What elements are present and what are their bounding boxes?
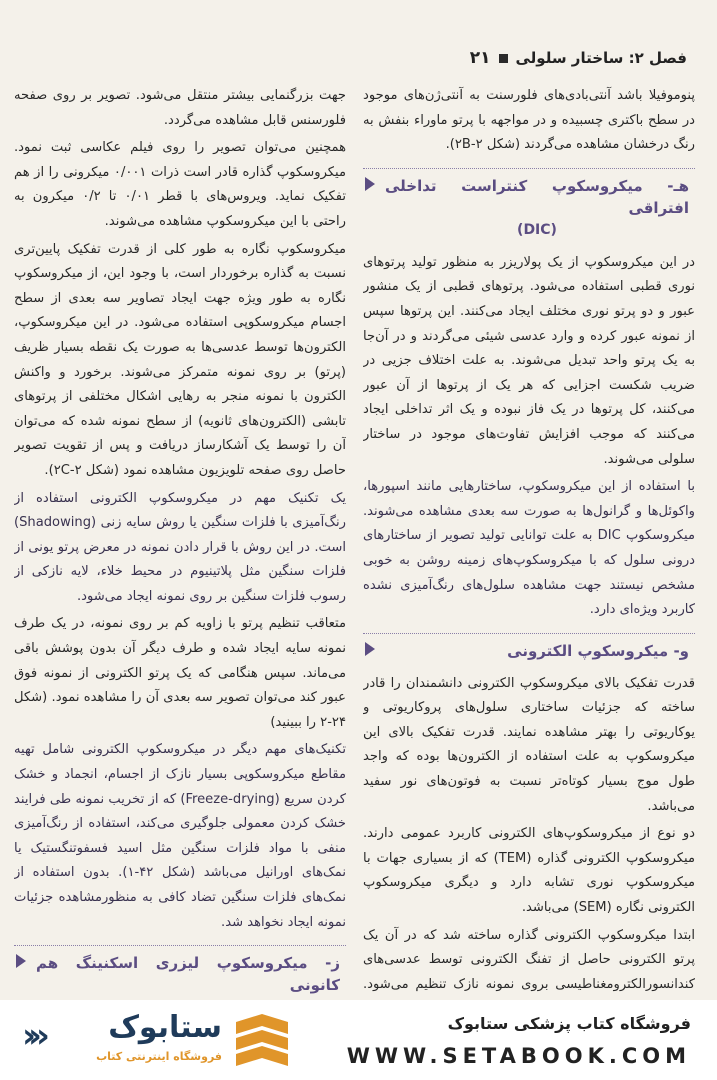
paragraph: یک تکنیک مهم در میکروسکوپ الکترونی استفاده از رنگ‌آمیزی با فلزات سنگین یا روش سایه زنی (Shadowing) است. در این روش با قرار دادن نمونه در معرض پرتو یونی از فلزات سنگین مثل پلاتینیوم در محیط خلاء، لایه نازکی از رسوب فلزات سنگین بر روی نمونه ایجاد می‌شود. [14, 490, 346, 604]
paragraph: در این میکروسکوپ از یک پولاریزر به منظور تولید پرتوهای نوری قطبی استفاده می‌شود. پرتوهای قطبی از یک منشور عبور و دو پرتو نوری مختلف ایجاد می‌کنند. این پرتوها سپس از نمونه عبور کرده و وارد عدسی شیئی می‌گردند و در آن‌جا به یک پرتو واحد تبدیل می‌شوند. به علت اختلاف جزیی در ضریب شکست اجزایی که هر یک از پرتوها از آن عبور می‌کنند، کل پرتوها در یک فاز نبوده و یک اثر تداخلی ایجاد می‌کنند که موجب افزایش تفاوت‌های موجود در ساختار سلولی می‌شوند. [363, 254, 695, 467]
section-arrow-icon [365, 177, 375, 191]
left-column [14, 84, 346, 1000]
website-link[interactable]: WWW.SETABOOK.COM [346, 1044, 691, 1068]
paragraph: دو نوع از میکروسکوپ‌های الکترونی کاربرد عمومی دارند. میکروسکوپ الکترونی گذاره (TEM) که از بسیاری جهات با میکروسکوپ نوری تشابه دارد و دیگری میکروسکوپ الکترونی نگاره (SEM) می‌باشد. [363, 826, 695, 916]
paragraph: قدرت تفکیک بالای میکروسکوپ الکترونی دانشمندان را قادر ساخته که جزئیات ساختاری سلول‌های پروکاریوتی و یوکاریوتی را بهتر مشاهده نمایند. قدرت تفکیک بالای این میکروسکوپ به علت استفاده از الکترون‌ها بوده که واجد طول موج بسیار کوتاه‌تر نسبت به فوتون‌های نور سفید می‌باشد. [363, 675, 695, 814]
logo-tagline: فروشگاه اینترنتی کتاب [96, 1050, 222, 1063]
setabook-logo[interactable] [22, 1010, 292, 1072]
paragraph: متعاقب تنظیم پرتو با زاویه کم بر روی نمونه، در یک طرف نمونه سایه ایجاد شده و طرف دیگر آن بدون پوشش باقی می‌ماند. سپس هنگامی که یک پرتو الکترونی از نمونه فوق عبور کند می‌توان تصویر سه بعدی آن را مشاهده نمود. (شکل ۲۴-۲ را ببینید) [14, 616, 346, 730]
paragraph: پنوموفیلا باشد آنتی‌بادی‌های فلورسنت به آنتی‌ژن‌های موجود در سطح باکتری چسبیده و در مواجهه با پرتو ماوراء بنفش به رنگ درخشان مشاهده می‌گردند (شکل ۲B-۲). [363, 88, 695, 153]
header-square-bullet [499, 54, 508, 63]
paragraph: ابتدا میکروسکوپ الکترونی گذاره ساخته شد که در آن یک پرتو الکترونی حاصل از تفنگ الکترونی توسط عدسی‌های کندانسورالکترومغناطیسی بروی نمونه نازک تنظیم می‌شود. [363, 927, 695, 992]
store-footer-banner [0, 1000, 717, 1080]
section-heading-dic [363, 168, 695, 245]
paragraph: با استفاده از این میکروسکوپ، ساختارهایی مانند اسپورها، واکوئل‌ها و گرانول‌ها به صورت سه بعدی مشاهده می‌شوند. میکروسکوپ DIC به علت توانایی تولید تصویر از ساختارهای درونی سلول که با میکروسکوپ‌های زمینه روشن به خوبی مشخص نیستند جهت مشاهده سلول‌های رنگ‌آمیزی نشده کاربرد ویژه‌ای دارد. [363, 479, 695, 618]
chapter-title: فصل ۲: ساختار سلولی [515, 49, 687, 67]
paragraph: میکروسکوپ نگاره به طور کلی از قدرت تفکیک پایین‌تری نسبت به گذاره برخوردار است، با وجود این، از میکروسکوپ نگاره به طور ویژه جهت ایجاد تصاویر سه بعدی از سطح اجسام میکروسکوپی استفاده می‌شود. در این میکروسکوپ، الکترون‌ها توسط عدسی‌ها به صورت یک نقطه بسیار ظریف (پرتو) بر روی نمونه متمرکز می‌شوند. برخورد و واکنش الکترون با نمونه منجر به رهایی اشکال مختلفی از پرتوهای تابشی (الکترون‌های ثانویه) از سطح نمونه شده که می‌توان آن را توسط یک آشکارساز دریافت و پس از تقویت تصویر حاصل روی صفحه تلویزیون مشاهده نمود (شکل ۲C-۲). [14, 241, 346, 478]
paragraph: جهت بزرگنمایی بیشتر منتقل می‌شود. تصویر بر روی صفحه فلورسنس قابل مشاهده می‌گردد. [14, 88, 346, 128]
section-arrow-icon [365, 642, 375, 656]
right-column [363, 84, 695, 1000]
section-heading-electron-microscope [363, 633, 695, 666]
section-subtitle: (DIC) [517, 221, 557, 238]
section-title: ز- میکروسکوپ لیزری اسکنینگ هم کانونی [36, 954, 340, 995]
section-title: هـ- میکروسکوپ کنتراست تداخلی افتراقی [385, 176, 689, 217]
book-emblem-icon [232, 1012, 292, 1070]
paragraph: همچنین می‌توان تصویر را روی فیلم عکاسی ثبت نمود. میکروسکوپ گذاره قادر است ذرات ۰/۰۰۱ میکرونی را از هم تفکیک نماید. ویروس‌های با قطر ۰/۰۱ تا ۰/۲ میکرون به راحتی با این میکروسکوپ مشاهده می‌شوند. [14, 140, 346, 229]
page-header [30, 44, 687, 72]
logo-brand-text: ستابوک [108, 1010, 222, 1045]
section-arrow-icon [16, 954, 26, 968]
shop-name: فروشگاه کتاب پزشکی ستابوک [447, 1014, 691, 1033]
page-number: ۲۱ [469, 48, 491, 68]
section-title: و- میکروسکوپ الکترونی [507, 641, 689, 660]
section-heading-cslm [14, 945, 346, 1000]
paragraph: تکنیک‌های مهم دیگر در میکروسکوپ الکترونی شامل تهیه مقاطع میکروسکوپی بسیار نازک از اجسام، انجماد و خشک کردن سریع (Freeze-drying) که از تخریب نمونه طی فرایند خشک کردن معمولی جلوگیری می‌کند، استفاده از رنگ‌آمیزی منفی با مواد فلزات سنگین مثل اسید فسفوتنگستیک یا نمک‌های اورانیل می‌باشد (شکل ۴۲-۱). بدون استفاده از نمک‌های فلزات سنگین تضاد کافی به منظورمشاهده جزئیات نمونه ایجاد نخواهد شد. [14, 742, 346, 930]
chevrons-icon: «‹ [22, 1016, 42, 1056]
